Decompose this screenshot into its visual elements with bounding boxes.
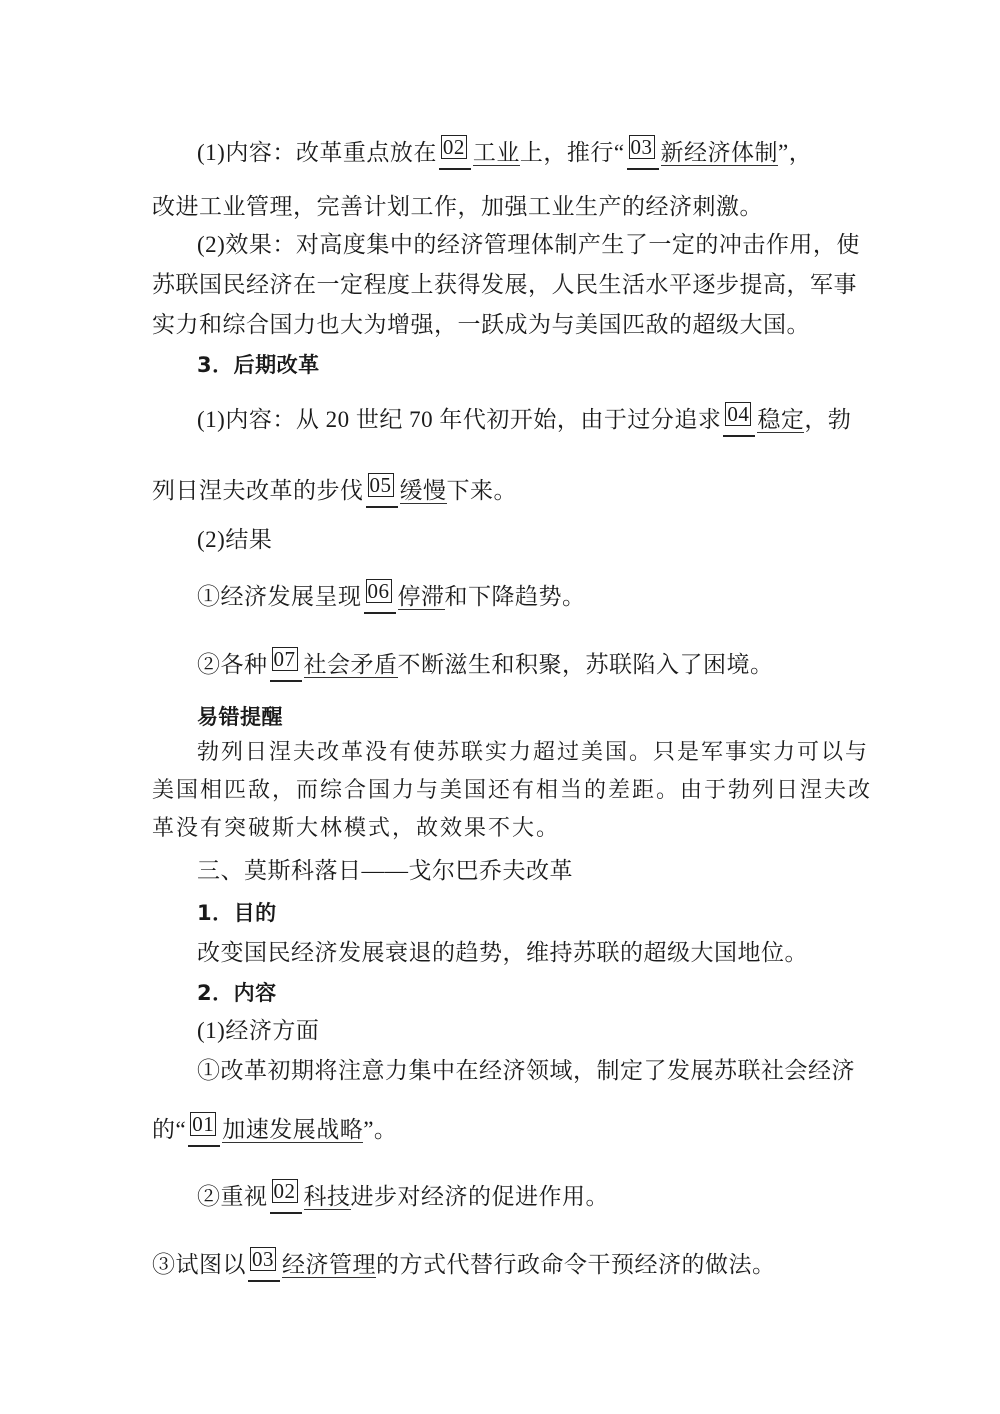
answer-blank-07 [270, 647, 302, 682]
text: ，勃 [804, 407, 852, 432]
answer-blank-06 [364, 579, 396, 614]
content-line-22 [152, 1112, 398, 1147]
text: 列日涅夫改革的步伐 [152, 478, 364, 503]
answer-blank-03 [627, 135, 659, 170]
text: ”。 [363, 1117, 398, 1142]
answer-text: 缓慢 [399, 478, 447, 503]
blank-number: 04 [727, 402, 750, 426]
blank-number: 06 [367, 579, 390, 603]
answer-text: 经济管理 [282, 1252, 376, 1277]
answer-blank-02 [439, 135, 471, 170]
answer-text: 科技 [303, 1184, 351, 1209]
section-heading-gorbachev: 三、莫斯科落日——戈尔巴乔夫改革 [197, 858, 573, 883]
content-line-23 [197, 1179, 609, 1214]
blank-number: 02 [273, 1179, 296, 1203]
content-line-3: (2)效果：对高度集中的经济管理体制产生了一定的冲击作用，使 [197, 232, 860, 257]
blank-number: 07 [273, 647, 296, 671]
text: 上，推行“ [519, 140, 625, 165]
content-line-11 [197, 647, 774, 682]
text: ③试图以 [152, 1252, 246, 1277]
subheading-purpose: 1．目的 [197, 901, 277, 925]
answer-text: 停滞 [397, 584, 445, 609]
answer-blank-01 [188, 1112, 220, 1147]
content-line-8 [152, 473, 517, 508]
content-line-20: (1)经济方面 [197, 1018, 320, 1043]
text: ”， [778, 140, 813, 165]
answer-blank-04 [723, 402, 755, 437]
text: ②重视 [197, 1184, 268, 1209]
subheading-content: 2．内容 [197, 981, 277, 1005]
answer-blank-02b [270, 1179, 302, 1214]
reminder-line-2: 美国相匹敌，而综合国力与美国还有相当的差距。由于勃列日涅夫改 [152, 778, 873, 803]
answer-text: 社会矛盾 [303, 652, 398, 677]
content-line-4: 苏联国民经济在一定程度上获得发展，人民生活水平逐步提高，军事 [152, 272, 857, 297]
section-heading-later-reform: 3．后期改革 [197, 353, 320, 377]
error-reminder-heading: 易错提醒 [197, 705, 283, 729]
text: ②各种 [197, 652, 268, 677]
answer-text: 稳定 [757, 407, 805, 432]
content-line-10 [197, 579, 586, 614]
blank-number: 01 [192, 1112, 215, 1136]
answer-blank-05 [366, 473, 398, 508]
blank-number: 03 [252, 1247, 274, 1271]
text: 的“ [152, 1117, 187, 1142]
text: (1)内容：改革重点放在 [197, 140, 437, 165]
text: 不断滋生和积聚，苏联陷入了困境。 [397, 652, 774, 677]
content-line-9: (2)结果 [197, 527, 273, 552]
answer-text: 工业 [472, 140, 520, 165]
answer-blank-03b [248, 1247, 280, 1282]
content-line-21: ①改革初期将注意力集中在经济领域，制定了发展苏联社会经济 [197, 1058, 855, 1083]
text: 的方式代替行政命令干预经济的做法。 [376, 1252, 776, 1277]
content-line-7 [197, 402, 852, 437]
content-line-5: 实力和综合国力也大为增强，一跃成为与美国匹敌的超级大国。 [152, 312, 810, 337]
content-line-24 [152, 1247, 776, 1282]
blank-number: 02 [442, 135, 465, 159]
text: 和下降趋势。 [444, 584, 586, 609]
content-line-2: 改进工业管理，完善计划工作，加强工业生产的经济刺激。 [152, 194, 763, 219]
text: 进步对经济的促进作用。 [350, 1184, 609, 1209]
blank-number: 03 [630, 135, 653, 159]
content-line-1 [197, 135, 813, 170]
reminder-line-3: 革没有突破斯大林模式，故效果不大。 [152, 816, 561, 841]
blank-number: 05 [369, 473, 392, 497]
answer-text: 新经济体制 [660, 140, 779, 165]
content-line-18: 改变国民经济发展衰退的趋势，维持苏联的超级大国地位。 [197, 940, 808, 965]
reminder-line-1: 勃列日涅夫改革没有使苏联实力超过美国。只是军事实力可以与 [197, 740, 870, 765]
answer-text: 加速发展战略 [222, 1117, 364, 1142]
text: 下来。 [446, 478, 517, 503]
text: ①经济发展呈现 [197, 584, 362, 609]
text: (1)内容：从 20 世纪 70 年代初开始，由于过分追求 [197, 407, 722, 432]
